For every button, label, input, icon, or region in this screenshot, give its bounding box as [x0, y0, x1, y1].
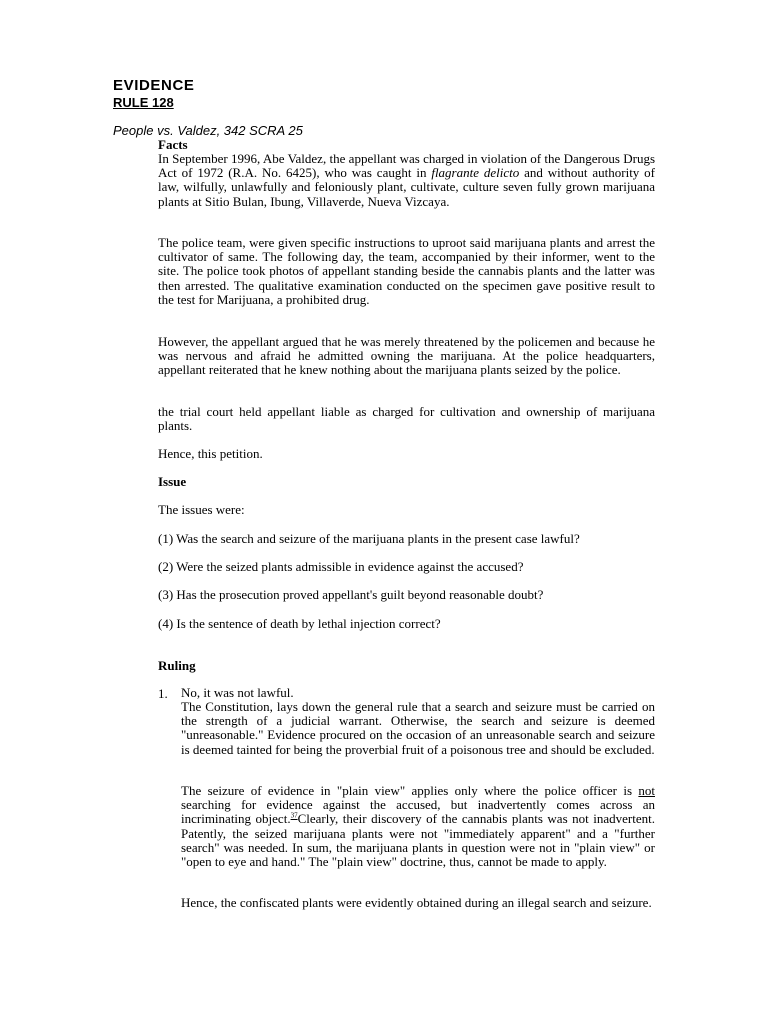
issue-heading: Issue: [158, 474, 187, 489]
facts-p1-text-a: In September 1996, Abe Valdez, the appellant was charged in violation of the Dangerous Drugs Act of 1972 (R.A. No. 6425), who was caught in: [158, 151, 655, 181]
ruling-p2-text-c: Clearly, their discovery of the cannabis plants was not inadvertent. Patently, the seized marijuana plants were not "immediately apparent" and a "further search" was needed. In sum, the marijuana plants in question were not in "plain view" or "open to eye and hand." The "plain view" doctrine, thus, cannot be made to apply.: [181, 811, 655, 870]
ruling-paragraph-2: [181, 784, 655, 869]
facts-paragraph-1: [158, 152, 655, 209]
ruling-paragraph-1: The Constitution, lays down the general rule that a search and seizure must be carried on the strength of a judicial warrant. Otherwise, the search and seizure is deemed "unreasonable." Evidence procured on the occasion of an unreasonable search and seizure is deemed tainted for being the proverbial fruit of a poisonous tree and should be excluded.: [181, 699, 655, 757]
ruling-p2-underline: not: [638, 783, 655, 798]
facts-paragraph-4: the trial court held appellant liable as charged for cultivation and ownership of marijuana plants.: [158, 404, 655, 434]
ruling-p2-text-b: searching for evidence against the accused, but inadvertently comes across an incriminating object.: [181, 797, 655, 827]
issue-item-2: (2) Were the seized plants admissible in evidence against the accused?: [158, 559, 524, 574]
rule-heading: RULE 128: [113, 95, 174, 110]
case-title: People vs. Valdez, 342 SCRA 25: [113, 123, 303, 138]
ruling-number: 1.: [158, 686, 168, 701]
facts-p1-italic: flagrante delicto: [431, 165, 520, 181]
ruling-paragraph-3: Hence, the confiscated plants were evidently obtained during an illegal search and seizure.: [181, 895, 652, 910]
ruling-heading: Ruling: [158, 658, 196, 673]
facts-heading: Facts: [158, 137, 188, 152]
issues-intro: The issues were:: [158, 502, 245, 517]
issue-item-1: (1) Was the search and seizure of the marijuana plants in the present case lawful?: [158, 531, 580, 546]
issue-item-4: (4) Is the sentence of death by lethal injection correct?: [158, 616, 441, 631]
facts-p1-text-b: and without authority of law, wilfully, unlawfully and feloniously plant, cultivate, culture seven fully grown marijuana plants at Sitio Bulan, Ibung, Villaverde, Nueva Vizcaya.: [158, 165, 656, 209]
document-title: EVIDENCE: [113, 77, 195, 94]
ruling-first-line: No, it was not lawful.: [181, 685, 294, 700]
facts-paragraph-2: The police team, were given specific instructions to uproot said marijuana plants and arrest the cultivator of same. The following day, the team, accompanied by their informer, went to the site. The police took photos of appellant standing beside the cannabis plants and the latter was then arrested. The qualitative examination conducted on the specimen gave positive result to the test for Marijuana, a prohibited drug.: [158, 235, 655, 307]
footnote-ref[interactable]: 37: [290, 812, 298, 821]
facts-paragraph-3: However, the appellant argued that he was merely threatened by the policemen and because he was nervous and afraid he admitted owning the marijuana. At the police headquarters, appellant reiterated that he knew nothing about the marijuana plants seized by the police.: [158, 334, 655, 378]
facts-paragraph-5: Hence, this petition.: [158, 446, 263, 461]
issue-item-3: (3) Has the prosecution proved appellant's guilt beyond reasonable doubt?: [158, 587, 544, 602]
ruling-p2-text-a: The seizure of evidence in "plain view" applies only where the police officer is: [181, 783, 639, 798]
